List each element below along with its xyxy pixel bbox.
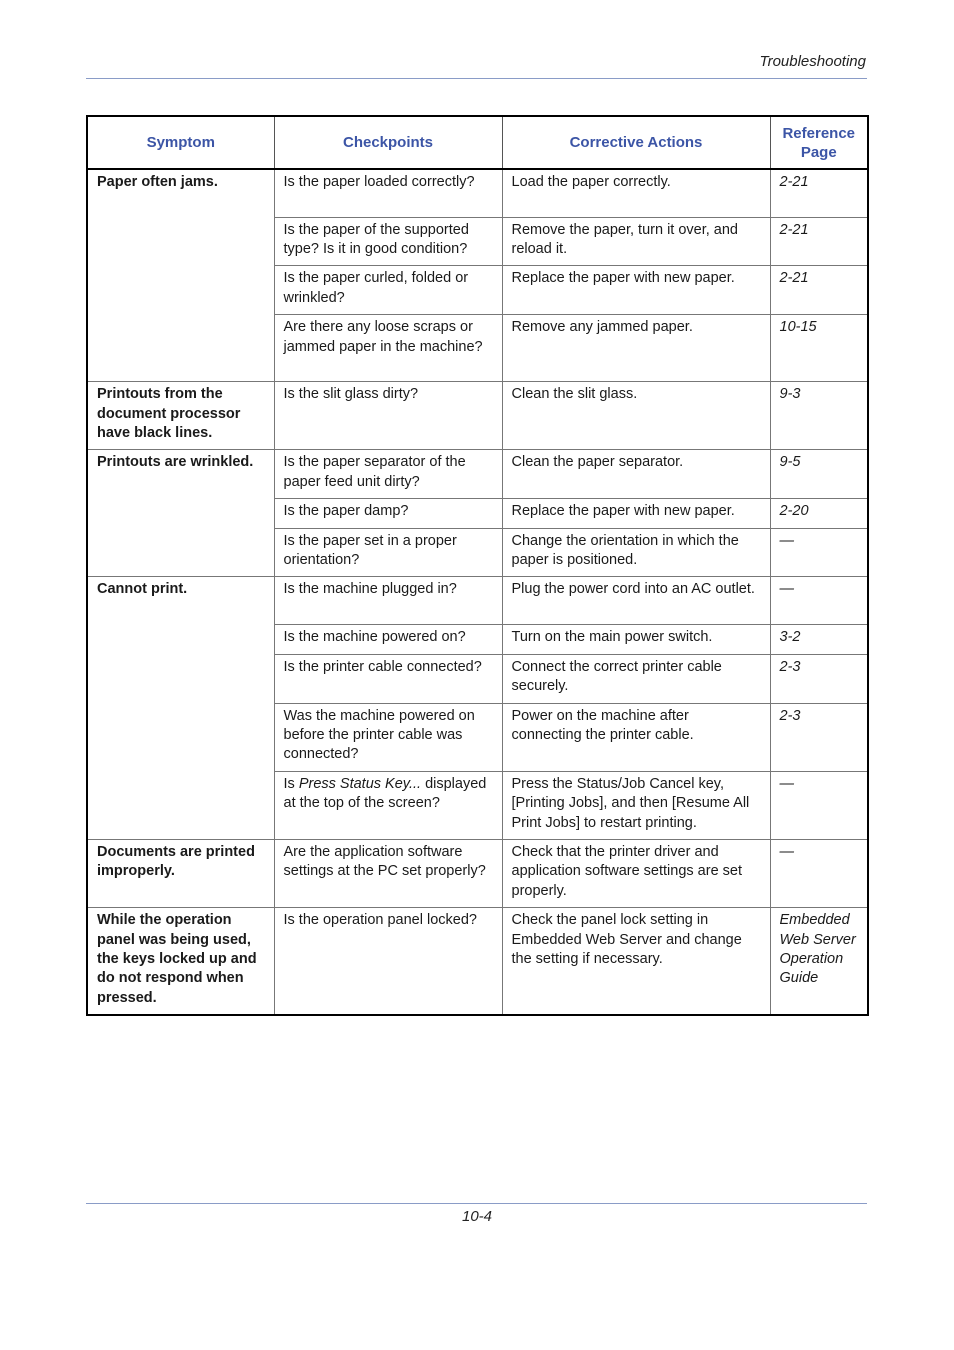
symptom-cell: Printouts are wrinkled. [87,450,274,577]
table-row [87,840,868,908]
reference-cell: 3-2 [770,625,868,654]
symptom-cell: Documents are printed improperly. [87,840,274,908]
checkpoint-cell: Is the paper loaded correctly? [274,169,502,217]
action-cell: Remove the paper, turn it over, and reload it. [502,217,770,266]
table-row [87,169,868,217]
checkpoint-cell: Is the printer cable connected? [274,654,502,703]
action-cell: Connect the correct printer cable securely. [502,654,770,703]
reference-cell: 2-3 [770,703,868,771]
reference-cell: 9-5 [770,450,868,499]
footer-rule [86,1203,867,1204]
checkpoint-cell: Is the slit glass dirty? [274,382,502,450]
action-cell: Replace the paper with new paper. [502,499,770,528]
checkpoint-cell: Is the machine plugged in? [274,577,502,625]
checkpoint-cell: Are the application software settings at the PC set properly? [274,840,502,908]
checkpoint-cell [274,771,502,839]
reference-cell: 10-15 [770,315,868,382]
action-cell: Load the paper correctly. [502,169,770,217]
checkpoint-cell: Is the paper curled, folded or wrinkled? [274,266,502,315]
reference-cell: 2-21 [770,217,868,266]
action-cell: Plug the power cord into an AC outlet. [502,577,770,625]
checkpoint-cell: Was the machine powered on before the printer cable was connected? [274,703,502,771]
checkpoint-cell: Is the operation panel locked? [274,908,502,1016]
header-rule [86,78,867,79]
column-header-symptom: Symptom [87,116,274,169]
action-cell: Clean the slit glass. [502,382,770,450]
checkpoint-cell: Is the paper of the supported type? Is it in good condition? [274,217,502,266]
column-header-reference-page: Reference Page [770,116,868,169]
symptom-cell: Cannot print. [87,577,274,840]
reference-cell: — [770,840,868,908]
table-row [87,382,868,450]
reference-cell: 9-3 [770,382,868,450]
table-row [87,908,868,1016]
running-header-title: Troubleshooting [759,53,866,70]
reference-cell: — [770,528,868,577]
reference-cell: 2-21 [770,169,868,217]
reference-cell: — [770,771,868,839]
reference-cell: — [770,577,868,625]
reference-cell: 2-20 [770,499,868,528]
checkpoint-cell: Is the paper separator of the paper feed unit dirty? [274,450,502,499]
checkpoint-text-prefix: Is [283,775,299,792]
action-cell: Power on the machine after connecting the printer cable. [502,703,770,771]
symptom-cell: While the operation panel was being used, the keys locked up and do not respond when pressed. [87,908,274,1016]
checkpoint-screen-message: Press Status Key... [298,775,422,792]
checkpoint-text-suffix: displayed at the top of the screen? [283,775,487,812]
action-cell: Press the Status/Job Cancel key, [Printing Jobs], and then [Resume All Print Jobs] to restart printing. [502,771,770,839]
checkpoint-cell: Are there any loose scraps or jammed paper in the machine? [274,315,502,382]
table-row [87,577,868,625]
checkpoint-cell: Is the machine powered on? [274,625,502,654]
action-cell: Change the orientation in which the paper is positioned. [502,528,770,577]
reference-cell: 2-3 [770,654,868,703]
symptom-cell: Printouts from the document processor have black lines. [87,382,274,450]
checkpoint-cell: Is the paper damp? [274,499,502,528]
table-row [87,450,868,499]
action-cell: Clean the paper separator. [502,450,770,499]
column-header-corrective-actions: Corrective Actions [502,116,770,169]
action-cell: Remove any jammed paper. [502,315,770,382]
page-number: 10-4 [461,1208,493,1225]
column-header-checkpoints: Checkpoints [274,116,502,169]
table-header-row [87,116,868,169]
action-cell: Replace the paper with new paper. [502,266,770,315]
reference-cell: Embedded Web Server Operation Guide [770,908,868,1016]
action-cell: Check the panel lock setting in Embedded Web Server and change the setting if necessary. [502,908,770,1016]
checkpoint-cell: Is the paper set in a proper orientation? [274,528,502,577]
action-cell: Turn on the main power switch. [502,625,770,654]
action-cell: Check that the printer driver and application software settings are set properly. [502,840,770,908]
symptom-cell: Paper often jams. [87,169,274,382]
reference-cell: 2-21 [770,266,868,315]
troubleshooting-table [86,115,869,1016]
